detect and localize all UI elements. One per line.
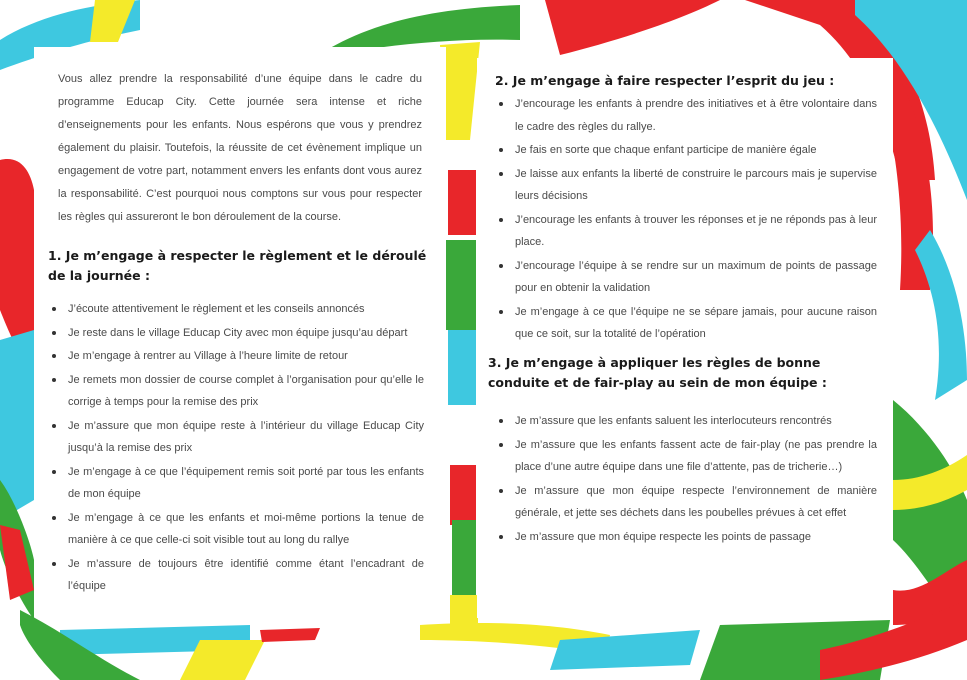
list-item: Je m’assure que mon équipe reste à l’intérieur du village Educap City jusqu’à la remise des prix [50, 415, 424, 460]
red-stroke-bottom [260, 628, 320, 642]
center-red [448, 170, 476, 235]
list-item: J’encourage l’équipe à se rendre sur un maximum de points de passage pour en obtenir la validation [497, 255, 877, 300]
center-green-2 [452, 520, 476, 595]
list-item: Je m’assure que les enfants fassent acte de fair-play (ne pas prendre la place d’une autre équipe dans une file d’attente, pas de tricherie…) [497, 434, 877, 479]
intro-paragraph: Vous allez prendre la responsabilité d’une équipe dans le cadre du programme Educap City. Cette journée sera intense et riche d’enseignements pour les enfants. Nous espérons que vous y prendrez également du plaisir. Toutefois, la réussite de cet évènement implique un engagement de votre part, notamment envers les enfants dont vous aurez la responsabilité. C’est pourquoi nous comptons sur vous pour respecter les règles qui assureront le bon déroulement de la course. [58, 73, 422, 223]
list-item: Je m’engage à ce que l’équipement remis soit porté par tous les enfants de mon équipe [50, 461, 424, 506]
cyan-stroke-right-mid [915, 230, 967, 400]
section-2-list [497, 93, 877, 347]
list-item: Je laisse aux enfants la liberté de construire le parcours mais je supervise leurs décisions [497, 163, 877, 208]
list-item: Je m’assure que les enfants saluent les interlocuteurs rencontrés [497, 410, 877, 433]
yellow-stroke-top [440, 42, 480, 140]
list-item: J’écoute attentivement le règlement et les conseils annoncés [50, 298, 424, 321]
section-1-list [50, 298, 424, 599]
section-2-title: 2. Je m’engage à faire respecter l’esprit du jeu : [495, 73, 835, 88]
list-item: Je reste dans le village Educap City avec mon équipe jusqu’au départ [50, 322, 424, 345]
list-item: Je fais en sorte que chaque enfant participe de manière égale [497, 139, 877, 162]
list-item: Je m’engage à ce que les enfants et moi-même portions la tenue de manière à ce que celle-ci soit visible tout au long du rallye [50, 507, 424, 552]
section-1-title: 1. Je m’engage à respecter le règlement et le déroulé de la journée : [48, 248, 427, 283]
list-item: Je m’assure que mon équipe respecte les points de passage [497, 526, 877, 549]
list-item: Je remets mon dossier de course complet à l’organisation pour qu’elle le corrige à temps pour la remise des prix [50, 369, 424, 414]
red-stroke [545, 0, 720, 55]
center-cyan [448, 330, 476, 405]
section-3-title: 3. Je m’engage à appliquer les règles de bonne conduite et de fair-play au sein de mon équipe : [488, 355, 827, 390]
list-item: Je m’assure de toujours être identifié comme étant l’encadrant de l’équipe [50, 553, 424, 598]
list-item: Je m’engage à rentrer au Village à l’heure limite de retour [50, 345, 424, 368]
list-item: Je m’assure que mon équipe respecte l’environnement de manière générale, et jette ses déchets dans les poubelles prévues à cet effet [497, 480, 877, 525]
center-green [446, 240, 476, 330]
list-item: Je m’engage à ce que l’équipe ne se sépare jamais, pour aucune raison que ce soit, sur la totalité de l’opération [497, 301, 877, 346]
section-3-list [497, 410, 877, 549]
list-item: J’encourage les enfants à prendre des initiatives et à être volontaire dans le cadre des règles du rallye. [497, 93, 877, 138]
center-red-2 [450, 465, 476, 525]
list-item: J’encourage les enfants à trouver les réponses et je ne réponds pas à leur place. [497, 209, 877, 254]
